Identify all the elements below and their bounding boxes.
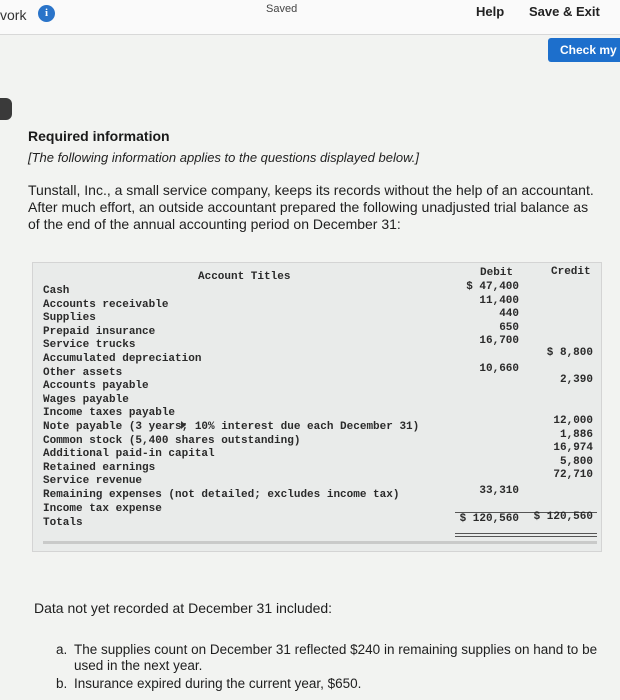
account-title-cell: Income tax expense: [43, 502, 162, 515]
assignment-title: vork: [0, 7, 27, 23]
credit-cell: 16,974: [553, 442, 593, 455]
account-title-cell: Service trucks: [43, 339, 136, 352]
list-item-text: Insurance expired during the current year, $650.: [74, 676, 362, 691]
list-item-letter: b.: [56, 676, 68, 691]
debit-cell: 33,310: [479, 485, 519, 497]
account-title-cell: Other assets: [43, 366, 123, 379]
credit-cell: 1,886: [559, 428, 593, 441]
account-title-cell: Accumulated depreciation: [43, 353, 202, 365]
account-title-cell: Wages payable: [43, 393, 129, 406]
required-info-title: Required information: [28, 128, 170, 144]
list-item: [56, 642, 601, 674]
total-double-rule-top: [455, 533, 597, 534]
help-button[interactable]: Help: [476, 4, 505, 19]
account-title-cell: Remaining expenses (not detailed; excludes income tax): [43, 489, 400, 501]
credit-cell: 5,800: [559, 455, 593, 468]
debit-cell: 440: [499, 308, 519, 321]
account-title-cell: Retained earnings: [43, 461, 156, 474]
account-title-cell: Additional paid-in capital: [43, 448, 215, 461]
credit-cell: $ 120,560: [533, 511, 593, 523]
account-title-cell: Income taxes payable: [43, 407, 176, 420]
header-account-titles: Account Titles: [198, 271, 291, 283]
account-title-cell: Supplies: [43, 312, 96, 325]
debit-cell: $ 120,560: [459, 513, 519, 525]
account-title-cell: Common stock (5,400 shares outstanding): [43, 434, 301, 447]
debit-cell: $ 47,400: [466, 281, 519, 293]
table-bottom-rule: [43, 541, 597, 544]
info-icon[interactable]: i: [38, 5, 55, 22]
account-title-cell: Cash: [43, 285, 70, 297]
total-double-rule-bottom: [455, 536, 597, 537]
debit-cell: 11,400: [479, 294, 519, 307]
list-item-text: The supplies count on December 31 reflected $240 in remaining supplies on hand to be used in the next year.: [74, 642, 598, 673]
debit-cell: 10,660: [479, 362, 519, 375]
required-info-subtitle: [The following information applies to the questions displayed below.]: [28, 150, 419, 165]
header-credit: Credit: [551, 266, 591, 278]
debit-cell: 16,700: [479, 335, 519, 348]
credit-cell: 2,390: [559, 374, 593, 387]
credit-cell: $ 8,800: [546, 347, 593, 359]
list-item-letter: a.: [56, 642, 68, 657]
check-my-work-button[interactable]: Check my: [548, 38, 620, 62]
credit-cell: 72,710: [553, 469, 593, 482]
trial-balance-table: [32, 262, 602, 552]
account-title-cell: Prepaid insurance: [43, 325, 156, 338]
account-title-cell: Accounts payable: [43, 380, 149, 393]
account-title-cell: Service revenue: [43, 475, 143, 488]
problem-intro: Tunstall, Inc., a small service company, keeps its records without the help of an accountant. After much effort, an outside accountant prepared the following unadjusted trial balance as of the end of the annual accounting period on December 31:: [28, 182, 594, 232]
credit-cell: 12,000: [553, 415, 593, 427]
account-title-cell: Accounts receivable: [43, 298, 169, 311]
debit-cell: 650: [499, 321, 519, 334]
data-heading: Data not yet recorded at December 31 included:: [34, 600, 333, 616]
side-panel-toggle[interactable]: [0, 98, 12, 120]
adjustment-list: [56, 642, 601, 694]
save-exit-button[interactable]: Save & Exit: [529, 4, 600, 19]
saved-status: Saved: [266, 3, 298, 15]
list-item: [56, 676, 601, 692]
header-debit: Debit: [480, 267, 514, 279]
top-bar: [0, 0, 620, 35]
account-title-cell: Note payable (3 years; 10% interest due each December 31): [43, 421, 420, 433]
account-title-cell: Totals: [43, 517, 83, 529]
